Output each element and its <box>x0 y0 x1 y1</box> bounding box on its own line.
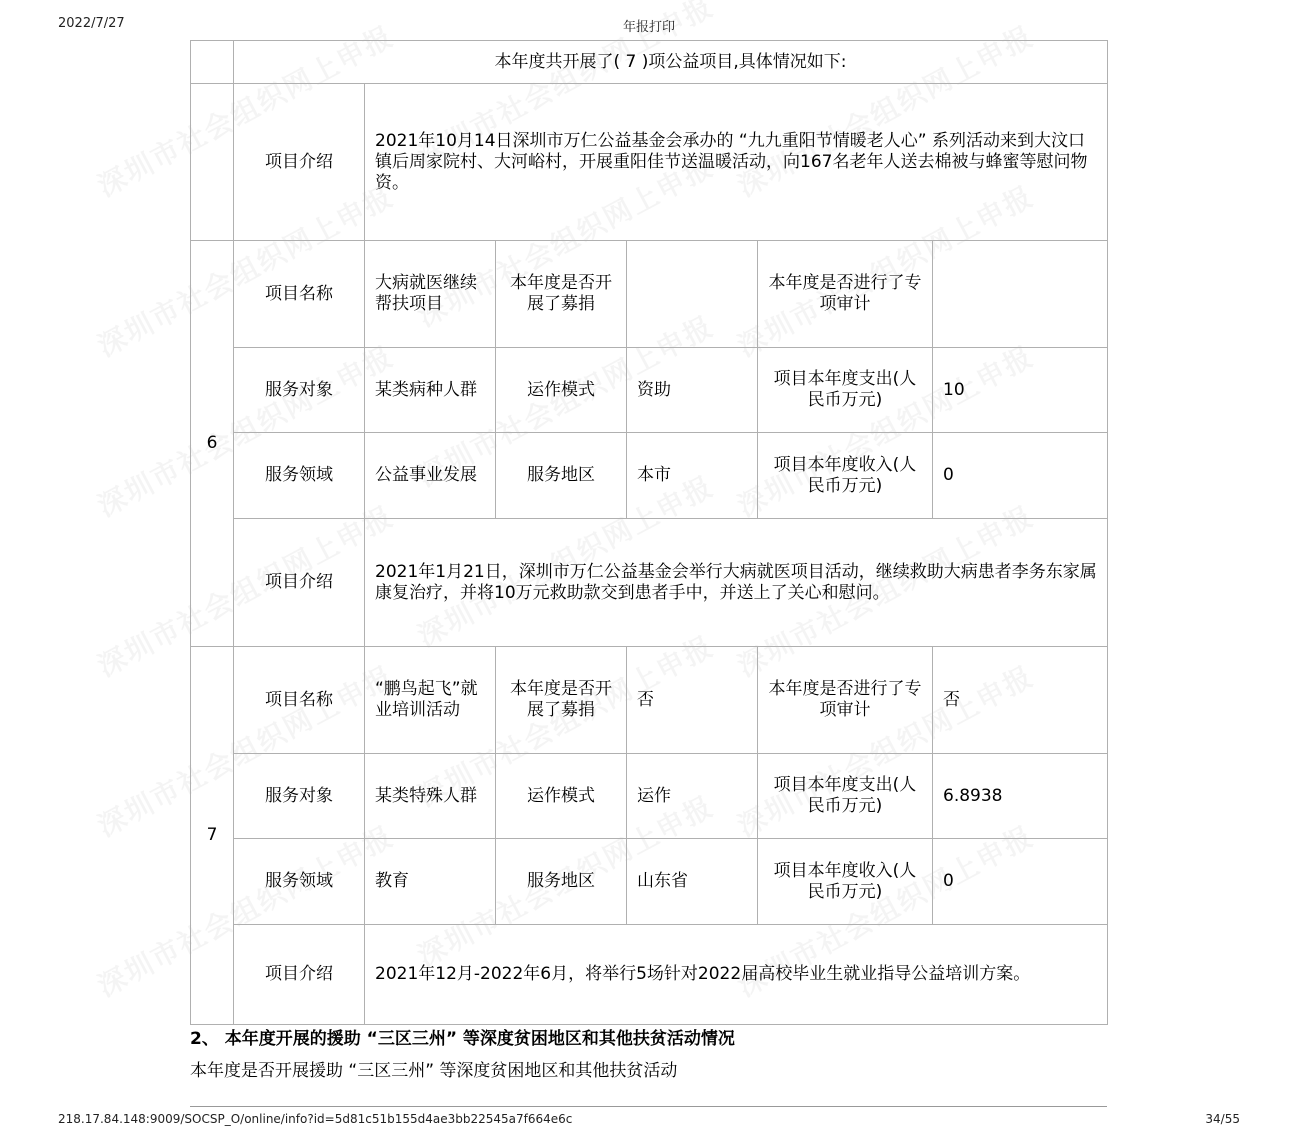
label-audit: 本年度是否进行了专项审计 <box>758 647 933 754</box>
table-row <box>191 433 1108 519</box>
label-service-area: 服务地区 <box>496 433 627 519</box>
income-value: 0 <box>933 433 1108 519</box>
table-cell <box>191 84 234 241</box>
label-service-area: 服务地区 <box>496 839 627 925</box>
label-income: 项目本年度收入(人民币万元) <box>758 839 933 925</box>
project-intro-text: 2021年10月14日深圳市万仁公益基金会承办的 “九九重阳节情暖老人心” 系列活动来到大汶口镇后周家院村、大河峪村，开展重阳佳节送温暖活动，向167名老年人送去棉被与蜂蜜等慰问物资。 <box>365 84 1108 241</box>
label-service-target: 服务对象 <box>234 348 365 433</box>
service-area: 本市 <box>627 433 758 519</box>
project-name: “鹏鸟起飞”就业培训活动 <box>365 647 496 754</box>
table-cell <box>191 41 234 84</box>
expense-value: 10 <box>933 348 1108 433</box>
label-project-name: 项目名称 <box>234 241 365 348</box>
project-number: 6 <box>191 241 234 647</box>
projects-intro: 本年度共开展了( 7 )项公益项目,具体情况如下: <box>234 41 1108 84</box>
label-project-intro: 项目介绍 <box>234 84 365 241</box>
project-intro-text: 2021年1月21日，深圳市万仁公益基金会举行大病就医项目活动，继续救助大病患者李务东家属康复治疗，并将10万元救助款交到患者手中，并送上了关心和慰问。 <box>365 519 1108 647</box>
audit-value: 否 <box>933 647 1108 754</box>
label-expense: 项目本年度支出(人民币万元) <box>758 754 933 839</box>
label-expense: 项目本年度支出(人民币万元) <box>758 348 933 433</box>
table-row <box>191 839 1108 925</box>
table-row <box>191 84 1108 241</box>
label-fundraising: 本年度是否开展了募捐 <box>496 241 627 348</box>
label-project-intro: 项目介绍 <box>234 519 365 647</box>
audit-value <box>933 241 1108 348</box>
label-service-field: 服务领域 <box>234 839 365 925</box>
operation-mode: 资助 <box>627 348 758 433</box>
project-intro-text: 2021年12月-2022年6月，将举行5场针对2022届高校毕业生就业指导公益培训方案。 <box>365 925 1108 1025</box>
label-audit: 本年度是否进行了专项审计 <box>758 241 933 348</box>
project-number: 7 <box>191 647 234 1025</box>
service-field: 教育 <box>365 839 496 925</box>
service-area: 山东省 <box>627 839 758 925</box>
table-row <box>191 754 1108 839</box>
label-fundraising: 本年度是否开展了募捐 <box>496 647 627 754</box>
expense-value: 6.8938 <box>933 754 1108 839</box>
page-number: 34/55 <box>1205 1112 1240 1126</box>
label-project-name: 项目名称 <box>234 647 365 754</box>
service-target: 某类特殊人群 <box>365 754 496 839</box>
fundraising-value: 否 <box>627 647 758 754</box>
table-row <box>191 925 1108 1025</box>
page-title: 年报打印 <box>622 20 675 35</box>
table-row <box>191 348 1108 433</box>
print-date: 2022/7/27 <box>58 16 125 31</box>
income-value: 0 <box>933 839 1108 925</box>
operation-mode: 运作 <box>627 754 758 839</box>
section-heading: 2、 本年度开展的援助 “三区三州” 等深度贫困地区和其他扶贫活动情况 <box>190 1029 735 1049</box>
fundraising-value <box>627 241 758 348</box>
table-row <box>191 241 1108 348</box>
footer-divider <box>190 1106 1107 1107</box>
table-row <box>191 519 1108 647</box>
projects-table <box>190 40 1108 1025</box>
label-service-field: 服务领域 <box>234 433 365 519</box>
label-income: 项目本年度收入(人民币万元) <box>758 433 933 519</box>
table-row <box>191 647 1108 754</box>
label-operation-mode: 运作模式 <box>496 754 627 839</box>
page-url: 218.17.84.148:9009/SOCSP_O/online/info?id=5d81c51b155d4ae3bb22545a7f664e6c <box>58 1112 573 1126</box>
table-row <box>191 41 1108 84</box>
label-service-target: 服务对象 <box>234 754 365 839</box>
project-name: 大病就医继续帮扶项目 <box>365 241 496 348</box>
label-operation-mode: 运作模式 <box>496 348 627 433</box>
service-field: 公益事业发展 <box>365 433 496 519</box>
section-question: 本年度是否开展援助 “三区三州” 等深度贫困地区和其他扶贫活动 <box>190 1061 678 1081</box>
label-project-intro: 项目介绍 <box>234 925 365 1025</box>
service-target: 某类病种人群 <box>365 348 496 433</box>
